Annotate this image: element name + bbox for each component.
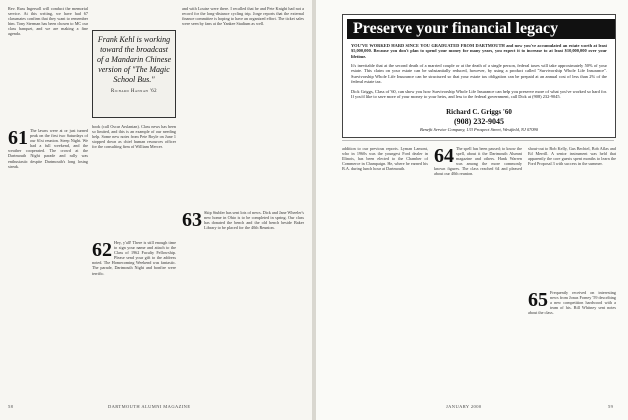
column-left-1-lower: [8, 128, 88, 398]
class-year-number: 64: [434, 146, 454, 167]
class-year-number: 62: [92, 240, 112, 261]
magazine-footer: JANUARY 2000: [446, 404, 482, 409]
column-text: and with Louise were there. I recalled that he and Pete Knight had not a record for the long-distance cycling trip. Jorge reports that the external finance committee is hoping to have an organized effort. The ticket sales were seen by fans at the Yankee Stadium as well.: [182, 6, 304, 27]
pull-quote-attribution: Richard Hannah '62: [110, 89, 158, 94]
column-text: Frequently received on interesting news from Jonas Forney '59 describing a new competition hardwood with a team of his. Bill Whitney sent notes about the class.: [528, 290, 616, 316]
advertisement: [342, 14, 616, 138]
column-text: The spell has been passed; to know the spell, about it the Dartmouth Alumni magazine and others. Hank Warren was among the more commonly known figures. The class reached 64 and pleased about our 40th reunion.: [434, 146, 522, 177]
class-year-number: 63: [182, 210, 202, 231]
column-left-2-lower: [92, 240, 176, 398]
column-text: The lawns were at or just turned peak on the first two Saturdays of our 61st reunion. Steep Night. We had a full weekend, and the weather cooperated. The crowd at the Dartmouth Night parade and rally was enthusiastic despite Dartmouth's long losing streak.: [8, 128, 88, 169]
column-left-1: [8, 6, 88, 98]
column-left-3-lower: [182, 210, 304, 398]
column-right-3-lower: [528, 290, 616, 398]
ad-headline: Preserve your financial legacy: [347, 19, 615, 39]
column-left-3: [182, 6, 304, 206]
ad-contact-name: Richard C. Griggs '60: [446, 108, 512, 116]
magazine-footer: DARTMOUTH ALUMNI MAGAZINE: [108, 404, 191, 409]
column-left-2: [92, 124, 176, 234]
column-right-2: [434, 146, 522, 398]
ad-company: Benefit Service Company, 133 Prospect Street, Westfield, NJ 07090: [420, 127, 538, 132]
ad-paragraph: Dick Griggs, Class of '60, can show you how Survivorship Whole Life Insurance can help you preserve more of what you've worked so hard for. If you'd like to save more of your money to your heirs, and less to the federal government, call Dick at (908) 232-9045.: [351, 89, 607, 100]
ad-paragraph: It's inevitable that at the second death of a married couple or at the death of a single person, federal taxes will take approximately 50% of your estate. This claim on your estate can be substantially reduced, however, by using a product called "Survivorship Whole Life Insurance". Survivorship Whole Life Insurance can be structured so that your estate tax obligation can be prepaid at an annual cost of less than 2% of the federal estate tax.: [351, 63, 607, 85]
page-number: 58: [8, 404, 14, 409]
column-text: shout-out to Bob Kelly, Gus Bechtel, Bob Aflas and Ed Merrill. A senior instrument was held that apparently the core guests spent months to learn the Ford Proposal 3 with success in the summer.: [528, 146, 616, 167]
column-text: book (call Oscar Arslanian). Class news has been so limited, and this is an example of our needing help. Some new notes from Pete Boyle on June 1 stopped down as chief human resources officer for the consulting firm of William Mercer.: [92, 124, 176, 150]
ad-lead: YOU'VE WORKED HARD SINCE YOU GRADUATED FROM DARTMOUTH and now you've accumulated an estate worth at least $5,000,000. Because you don't plan to spend your money for many years, you expect it to increase to at least $10,000,000 over your lifetime.: [351, 43, 607, 59]
page-number: 59: [608, 404, 614, 409]
pull-quote: Frank Kehl is working toward the broadcast of a Mandarin Chinese version of "The Magic School Bus.": [97, 35, 171, 84]
ad-contact-phone: (908) 232-9045: [454, 117, 504, 126]
divider: [342, 140, 614, 141]
column-right-3: [528, 146, 616, 286]
column-text: Skip Stubler has sent lots of news. Dick and Jane Wheeler's new home in Ohio is to be completed in spring. Our class has donated the bench and the old bench beside Baker Library to be placed for the 40th Reunion.: [204, 210, 304, 231]
column-right-1: [342, 146, 428, 398]
right-page: [316, 0, 628, 420]
class-year-number: 61: [8, 128, 28, 149]
pull-quote-box: [92, 30, 176, 118]
column-text: Rev. Russ Ingersoll will conduct the memorial service. At this writing, we have had 67 classmates confirm that they want to remember him. Tony Sterman has been chosen to MC our class banquet, and we are making a fine agenda.: [8, 6, 88, 37]
column-text: addition to our previous reports. Lyman Lamont, who in 1960s was the youngest Ford dealer in Illinois, has been elected to the Chamber of Commerce in Champaign. He, where he earned his B.A. during lunch hour at Dartmouth.: [342, 146, 428, 172]
left-page: [0, 0, 312, 420]
class-year-number: 65: [528, 290, 548, 311]
column-text: Hey, y'all! There is still enough time to sign your name and attach to the Class of 1962 Faculty Fellowship. Please send your gift to the address noted. The Homecoming Weekend was fantastic. The parade, Dartmouth Night and bonfire were terrific.: [92, 240, 176, 276]
